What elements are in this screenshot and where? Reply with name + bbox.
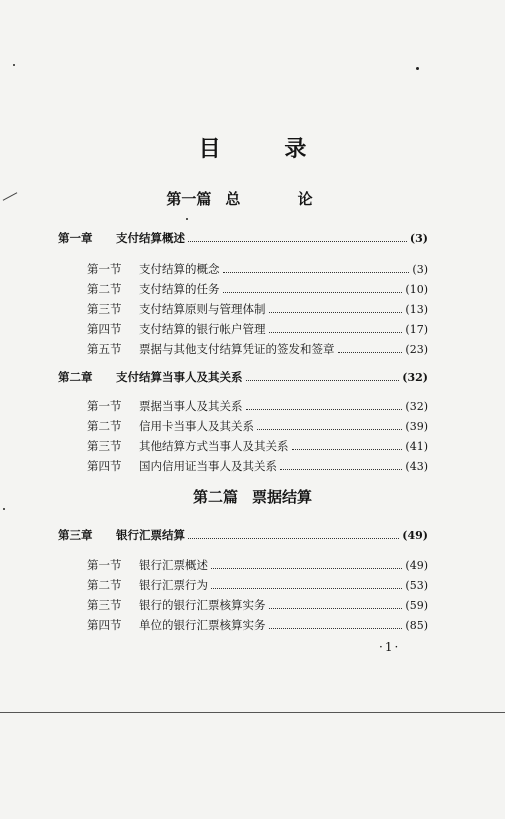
page-ref: (53) (405, 579, 428, 592)
page-ref: (32) (402, 371, 428, 384)
dot-leader (223, 292, 403, 293)
section-label: 第四节 (87, 322, 122, 336)
dot-leader (188, 538, 399, 539)
toc-section[interactable] (87, 281, 428, 297)
page-ref: (10) (405, 283, 428, 296)
page-ref: (17) (405, 323, 428, 336)
chapter-label: 第三章 (58, 528, 93, 542)
dot-leader (246, 409, 403, 410)
toc-section[interactable] (87, 458, 428, 474)
section-label: 第四节 (87, 459, 122, 473)
part-heading-2 (0, 486, 505, 507)
section-title: 票据当事人及其关系 (139, 399, 243, 413)
part-name: 票据结算 (252, 488, 313, 506)
dot-leader (246, 380, 400, 381)
dot-leader (269, 608, 403, 609)
page-ref: (41) (405, 440, 428, 453)
chapter-label: 第一章 (58, 231, 93, 245)
toc-section[interactable] (87, 321, 428, 337)
section-title: 单位的银行汇票核算实务 (139, 618, 266, 632)
dot-leader (223, 272, 410, 273)
page-ref: (59) (405, 599, 428, 612)
toc-section[interactable] (87, 301, 428, 317)
page-ref: (49) (402, 529, 428, 542)
toc-chapter-2[interactable] (58, 369, 428, 385)
section-title: 银行汇票行为 (139, 578, 208, 592)
page-ref: (85) (405, 619, 428, 632)
section-title: 支付结算的概念 (139, 262, 220, 276)
dot-leader (280, 469, 402, 470)
section-label: 第三节 (87, 598, 122, 612)
dot-leader (338, 352, 403, 353)
page-number: ·1· (379, 640, 401, 654)
page-ref: (23) (405, 343, 428, 356)
scan-speck (3, 508, 5, 510)
page-ref: (3) (412, 263, 428, 276)
section-label: 第一节 (87, 399, 122, 413)
section-title: 支付结算的银行帐户管理 (139, 322, 266, 336)
section-label: 第二节 (87, 578, 122, 592)
dot-leader (211, 588, 402, 589)
page-ref: (39) (405, 420, 428, 433)
toc-section[interactable] (87, 438, 428, 454)
toc-chapter-3[interactable] (58, 527, 428, 543)
page-ref: (49) (405, 559, 428, 572)
toc-section[interactable] (87, 341, 428, 357)
section-title: 国内信用证当事人及其关系 (139, 459, 277, 473)
part-name: 总 论 (225, 190, 339, 208)
page-title: 目 录 (198, 136, 335, 162)
toc-chapter-1[interactable] (58, 230, 428, 246)
page-ref: (43) (405, 460, 428, 473)
toc-section[interactable] (87, 617, 428, 633)
chapter-label: 第二章 (58, 370, 93, 384)
toc-section[interactable] (87, 398, 428, 414)
section-label: 第一节 (87, 262, 122, 276)
part-heading-1 (0, 188, 505, 209)
section-title: 支付结算原则与管理体制 (139, 302, 266, 316)
section-label: 第三节 (87, 302, 122, 316)
page-ref: (13) (405, 303, 428, 316)
dot-leader (188, 241, 407, 242)
section-label: 第二节 (87, 419, 122, 433)
scan-speck (13, 64, 15, 66)
toc-section[interactable] (87, 418, 428, 434)
section-label: 第五节 (87, 342, 122, 356)
part-label: 第二篇 (192, 488, 238, 506)
chapter-title: 支付结算当事人及其关系 (116, 370, 243, 384)
section-title: 银行的银行汇票核算实务 (139, 598, 266, 612)
section-title: 票据与其他支付结算凭证的签发和签章 (139, 342, 335, 356)
section-title: 信用卡当事人及其关系 (139, 419, 254, 433)
section-label: 第四节 (87, 618, 122, 632)
section-title: 支付结算的任务 (139, 282, 220, 296)
chapter-title: 支付结算概述 (116, 231, 185, 245)
section-label: 第一节 (87, 558, 122, 572)
chapter-title: 银行汇票结算 (116, 528, 185, 542)
toc-section[interactable] (87, 597, 428, 613)
dot-leader (292, 449, 403, 450)
toc-section[interactable] (87, 261, 428, 277)
section-title: 其他结算方式当事人及其关系 (139, 439, 289, 453)
dot-leader (211, 568, 402, 569)
toc-section[interactable] (87, 577, 428, 593)
section-title: 银行汇票概述 (139, 558, 208, 572)
part-label: 第一篇 (166, 190, 212, 208)
scan-speck (416, 67, 419, 70)
section-label: 第三节 (87, 439, 122, 453)
dot-leader (269, 332, 403, 333)
toc-section[interactable] (87, 557, 428, 573)
page-ref: (3) (409, 232, 428, 245)
bottom-rule (0, 712, 505, 713)
section-label: 第二节 (87, 282, 122, 296)
dot-leader (257, 429, 402, 430)
page-ref: (32) (405, 400, 428, 413)
dot-leader (269, 312, 403, 313)
scan-speck (186, 218, 188, 220)
dot-leader (269, 628, 403, 629)
